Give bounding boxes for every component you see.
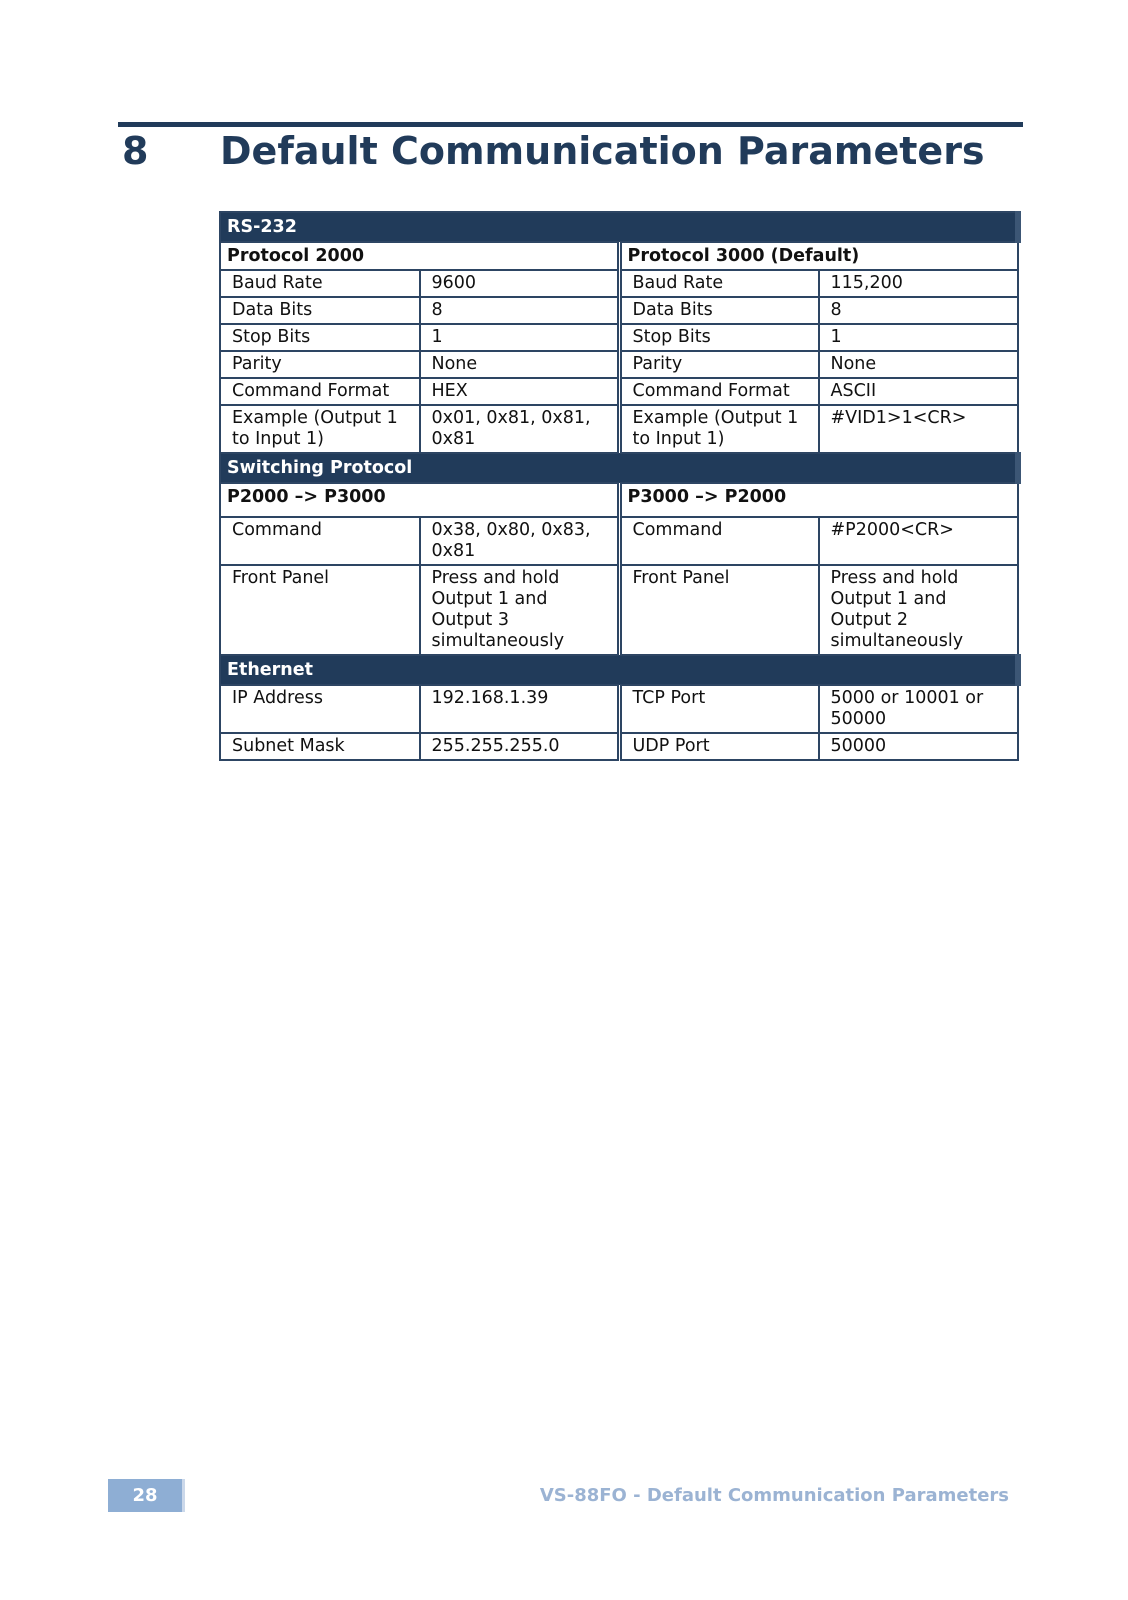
subheader-row — [220, 242, 1018, 270]
page-number: 28 — [108, 1479, 185, 1512]
p3000-to-p2000-title: P3000 –> P2000 — [619, 483, 1018, 517]
cell-value: None — [819, 351, 1019, 378]
cell-value: 0x01, 0x81, 0x81, 0x81 — [420, 405, 620, 453]
section-ethernet — [220, 655, 1018, 685]
cell-value: None — [420, 351, 620, 378]
cell-label: Data Bits — [220, 297, 420, 324]
cell-label: Command Format — [220, 378, 420, 405]
p2000-to-p3000-title: P2000 –> P3000 — [220, 483, 619, 517]
section-header: Switching Protocol — [220, 453, 1018, 483]
cell-label: Stop Bits — [619, 324, 819, 351]
cell-label: UDP Port — [619, 733, 819, 760]
cell-label: Parity — [619, 351, 819, 378]
section-header: Ethernet — [220, 655, 1018, 685]
protocol-3000-title: Protocol 3000 (Default) — [619, 242, 1018, 270]
cell-label: Subnet Mask — [220, 733, 420, 760]
cell-value: Press and hold Output 1 and Output 3 simultaneously — [420, 565, 620, 655]
table-row — [220, 405, 1018, 453]
protocol-2000-title: Protocol 2000 — [220, 242, 619, 270]
table-row — [220, 517, 1018, 565]
cell-label: Parity — [220, 351, 420, 378]
cell-value: #VID1>1<CR> — [819, 405, 1019, 453]
table-row — [220, 733, 1018, 760]
cell-label: Baud Rate — [619, 270, 819, 297]
chapter-title: Default Communication Parameters — [220, 129, 985, 173]
cell-label: Front Panel — [220, 565, 420, 655]
cell-value: 9600 — [420, 270, 620, 297]
section-header: RS-232 — [220, 212, 1018, 242]
parameters-table — [219, 211, 1021, 761]
chapter-number: 8 — [122, 129, 149, 173]
table-row — [220, 324, 1018, 351]
cell-label: Baud Rate — [220, 270, 420, 297]
table-row — [220, 297, 1018, 324]
cell-value: 50000 — [819, 733, 1019, 760]
cell-value: 255.255.255.0 — [420, 733, 620, 760]
cell-value: 5000 or 10001 or 50000 — [819, 685, 1019, 733]
cell-value: 1 — [819, 324, 1019, 351]
cell-value: #P2000<CR> — [819, 517, 1019, 565]
section-rs232 — [220, 212, 1018, 242]
cell-value: 8 — [420, 297, 620, 324]
table-row — [220, 565, 1018, 655]
cell-label: Example (Output 1 to Input 1) — [619, 405, 819, 453]
cell-value: HEX — [420, 378, 620, 405]
section-switching-protocol — [220, 453, 1018, 483]
cell-value: 1 — [420, 324, 620, 351]
cell-label: IP Address — [220, 685, 420, 733]
cell-label: Stop Bits — [220, 324, 420, 351]
cell-label: Command Format — [619, 378, 819, 405]
cell-label: Command — [220, 517, 420, 565]
top-rule — [118, 122, 1023, 127]
subheader-row — [220, 483, 1018, 517]
table-row — [220, 351, 1018, 378]
table-row — [220, 685, 1018, 733]
cell-value: 8 — [819, 297, 1019, 324]
cell-label: Example (Output 1 to Input 1) — [220, 405, 420, 453]
cell-label: Command — [619, 517, 819, 565]
cell-label: TCP Port — [619, 685, 819, 733]
cell-value: Press and hold Output 1 and Output 2 simultaneously — [819, 565, 1019, 655]
footer-title: VS-88FO - Default Communication Parameters — [539, 1485, 1009, 1506]
cell-value: 115,200 — [819, 270, 1019, 297]
table-row — [220, 270, 1018, 297]
cell-value: 0x38, 0x80, 0x83, 0x81 — [420, 517, 620, 565]
table-row — [220, 378, 1018, 405]
cell-label: Front Panel — [619, 565, 819, 655]
cell-label: Data Bits — [619, 297, 819, 324]
cell-value: 192.168.1.39 — [420, 685, 620, 733]
cell-value: ASCII — [819, 378, 1019, 405]
